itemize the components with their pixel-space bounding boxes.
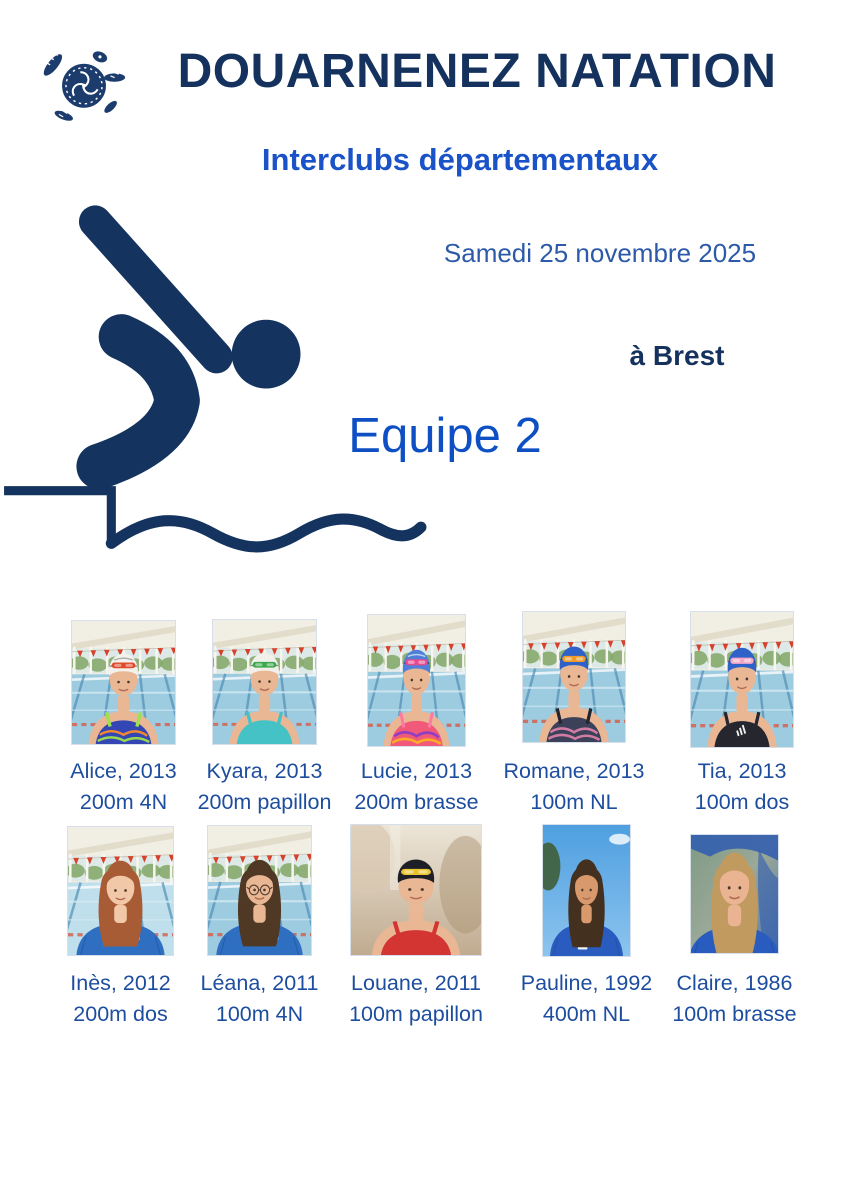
event-location: à Brest <box>629 340 725 371</box>
swimmer-event: 100m NL <box>530 790 618 814</box>
swimmer-name: Claire, 1986 <box>676 971 793 995</box>
swimmer-name: Lucie, 2013 <box>360 759 473 783</box>
swimmer-name: Romane, 2013 <box>503 759 645 783</box>
club-title: DOUARNENEZ NATATION <box>177 45 777 98</box>
swimmer-name: Inès, 2012 <box>70 971 171 995</box>
swimmer-photo <box>68 827 173 955</box>
swimmer-name: Alice, 2013 <box>70 759 177 783</box>
swimmer-event: 200m dos <box>73 1002 168 1026</box>
swimmer-photo <box>523 612 625 742</box>
swimmer-photo <box>543 825 630 956</box>
swimmer-photo <box>208 826 311 955</box>
swimmer-name: Tia, 2013 <box>697 759 787 783</box>
swimmer-name: Léana, 2011 <box>200 971 319 995</box>
swimmer-name: Pauline, 1992 <box>520 971 653 995</box>
swimmer-photo <box>691 835 778 953</box>
swimmer-event: 200m papillon <box>197 790 332 814</box>
swimmer-event: 400m NL <box>542 1002 631 1026</box>
swimmer-event: 100m 4N <box>215 1002 304 1026</box>
swimmer-name: Kyara, 2013 <box>206 759 323 783</box>
swimmer-event: 200m 4N <box>79 790 168 814</box>
swimmer-photo <box>213 620 316 744</box>
swimmer-photo <box>368 615 465 746</box>
swimmer-event: 100m dos <box>694 790 790 814</box>
event-title: Interclubs départementaux <box>261 142 659 177</box>
swimmer-event: 100m brasse <box>672 1002 797 1026</box>
swimmer-event: 200m brasse <box>354 790 479 814</box>
diver-pictogram <box>0 205 428 565</box>
swimmer-photo <box>351 825 481 955</box>
swimmer-event: 100m papillon <box>349 1002 483 1026</box>
swimmer-name: Louane, 2011 <box>351 971 481 995</box>
swimmer-photo <box>72 621 175 744</box>
team-title: Equipe 2 <box>348 409 542 463</box>
swimmer-photo <box>691 612 793 747</box>
swimmer-dive-start-icon <box>0 205 428 565</box>
event-date: Samedi 25 novembre 2025 <box>443 238 757 268</box>
